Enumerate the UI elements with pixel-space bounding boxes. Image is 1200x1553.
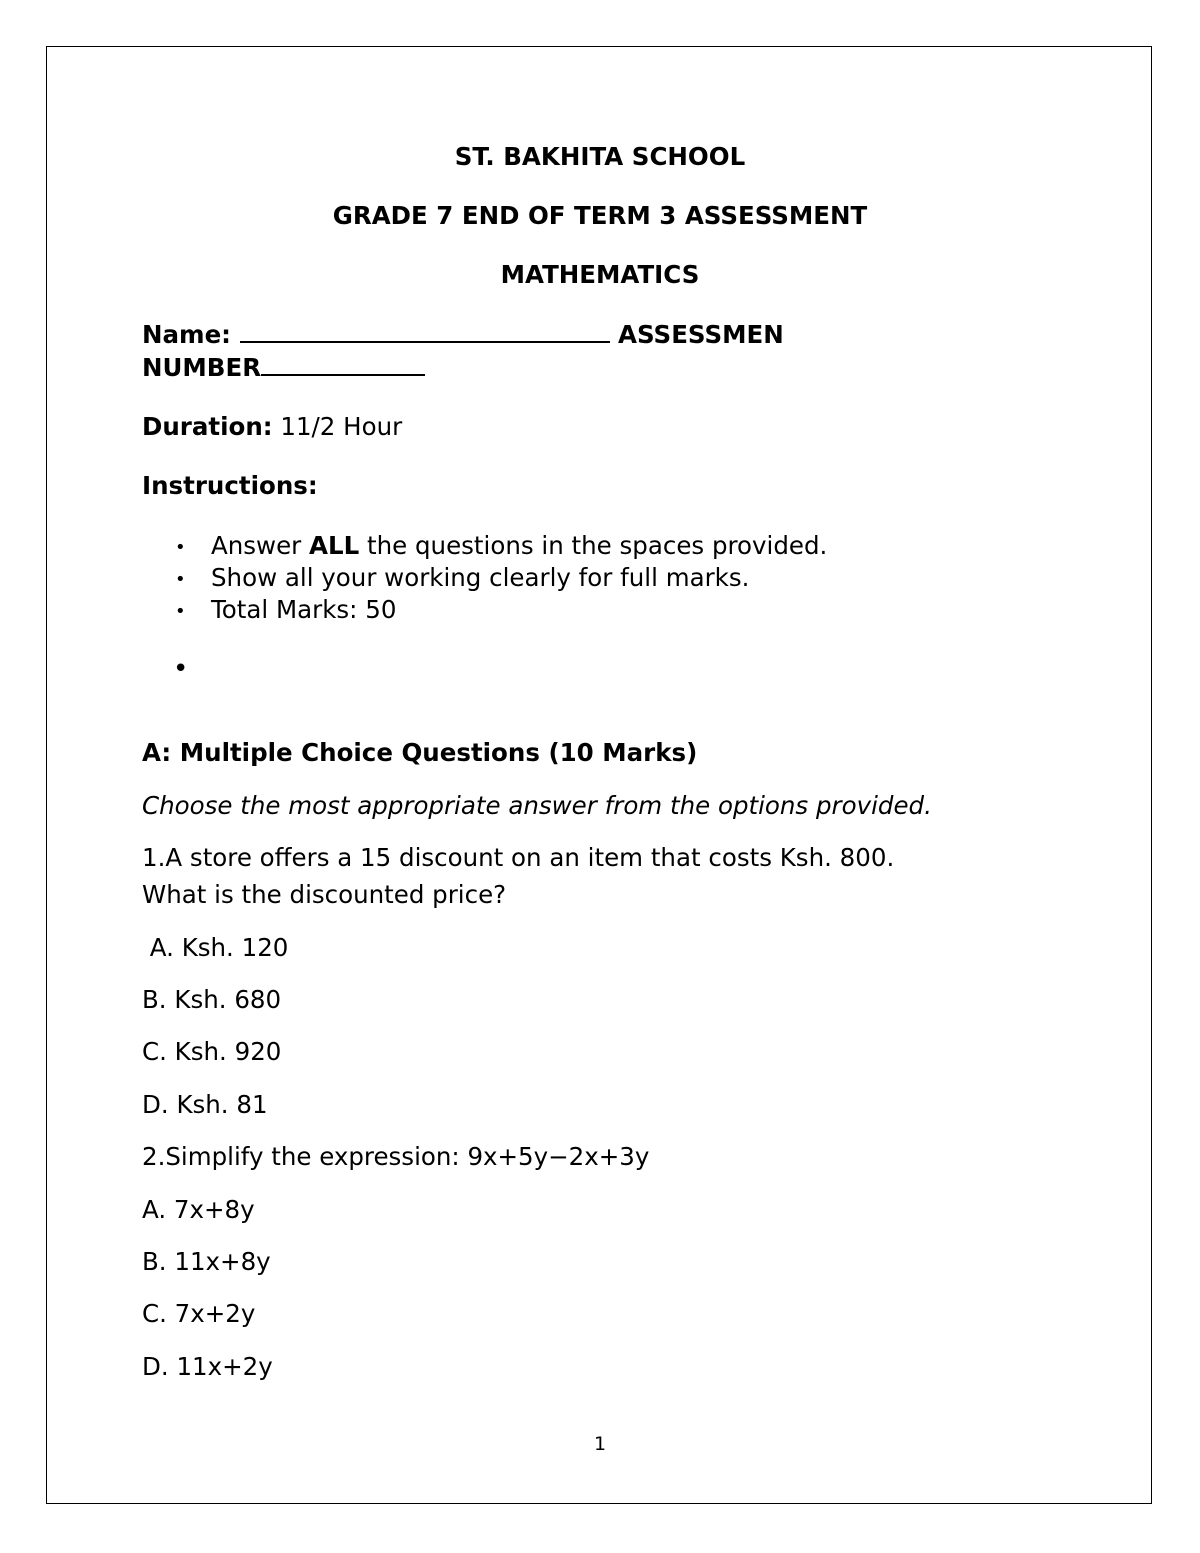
q1-option-b: B. Ksh. 680: [142, 985, 282, 1014]
q1-option-a: A. Ksh. 120: [142, 933, 289, 962]
name-label: Name:: [142, 320, 231, 349]
name-row: [142, 320, 784, 350]
number-label: NUMBER: [142, 353, 262, 382]
section-a-instruction: Choose the most appropriate answer from the options provided.: [142, 791, 932, 820]
empty-bullet-icon: •: [173, 654, 189, 684]
instructions-label: Instructions:: [142, 471, 318, 500]
duration-label: Duration:: [142, 412, 273, 441]
name-blank[interactable]: [240, 341, 610, 343]
duration-row: [142, 412, 402, 442]
q1-option-d: D. Ksh. 81: [142, 1090, 268, 1119]
instruction-item-1-pre: Answer: [211, 531, 310, 560]
question-2: 2.Simplify the expression: 9x+5y−2x+3y: [142, 1142, 650, 1171]
bullet-icon: •: [175, 601, 186, 622]
duration-value: 11/2 Hour: [280, 412, 403, 441]
q1-option-c: C. Ksh. 920: [142, 1037, 282, 1066]
assessment-label: ASSESSMEN: [618, 320, 784, 349]
question-1-line-2: What is the discounted price?: [142, 880, 507, 909]
instruction-item-2: Show all your working clearly for full marks.: [211, 563, 750, 592]
section-a-title: A: Multiple Choice Questions (10 Marks): [142, 738, 698, 767]
instruction-item-1-post: the questions in the spaces provided.: [359, 531, 828, 560]
question-1-line-1: 1.A store offers a 15 discount on an item that costs Ksh. 800.: [142, 843, 895, 872]
number-row: [142, 353, 425, 383]
subject-title: MATHEMATICS: [500, 260, 700, 289]
school-name: ST. BAKHITA SCHOOL: [454, 142, 746, 171]
instruction-item-3: Total Marks: 50: [211, 595, 397, 624]
q2-option-d: D. 11x+2y: [142, 1352, 273, 1381]
instruction-item-1-bold: ALL: [309, 531, 360, 560]
bullet-icon: •: [175, 569, 186, 590]
instruction-item-1: [211, 531, 827, 561]
q2-option-a: A. 7x+8y: [142, 1195, 255, 1224]
q2-option-c: C. 7x+2y: [142, 1299, 256, 1328]
number-blank[interactable]: [261, 374, 425, 376]
page-number: 1: [593, 1433, 607, 1455]
q2-option-b: B. 11x+8y: [142, 1247, 271, 1276]
assessment-title: GRADE 7 END OF TERM 3 ASSESSMENT: [332, 201, 868, 230]
bullet-icon: •: [175, 537, 186, 558]
